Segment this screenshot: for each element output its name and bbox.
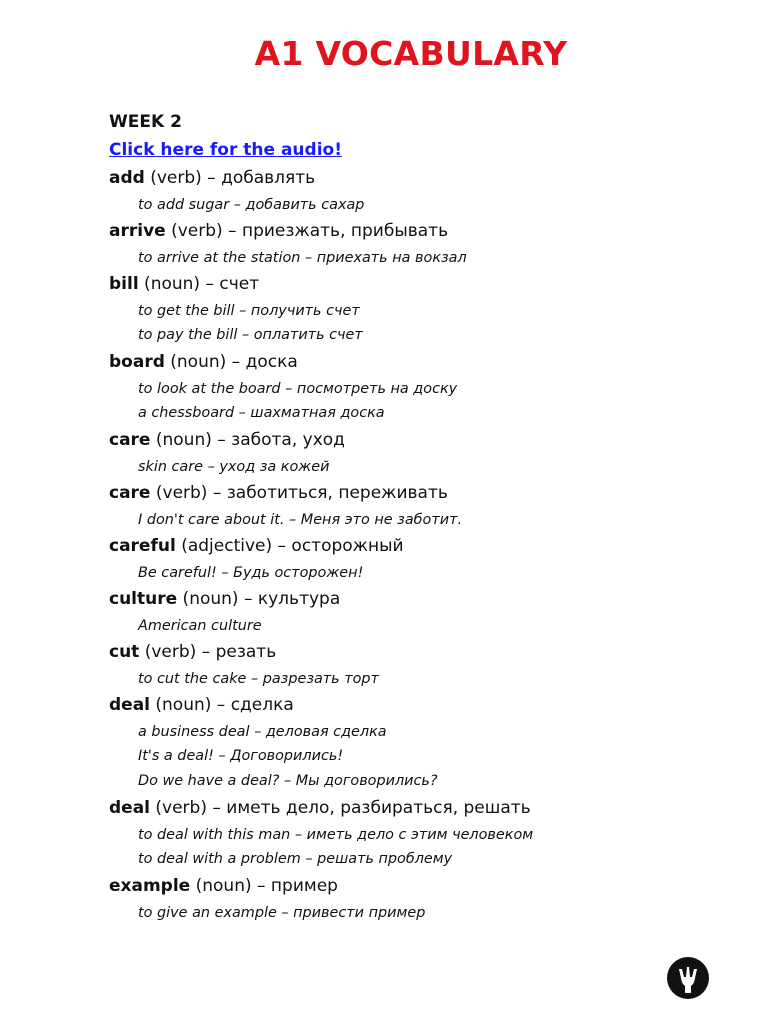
entry-examples [109,246,749,270]
entry-word: arrive [109,221,166,241]
entry-translation: (noun) – сделка [150,695,294,715]
example-phrase: It's a deal! – Договорились! [138,748,344,764]
page-title: A1 VOCABULARY [254,34,568,73]
entry-examples [109,377,749,426]
vocab-entry [109,872,749,925]
entry-word: add [109,168,145,188]
entry-word: culture [109,589,178,609]
vocab-entry [109,164,749,217]
entry-translation: (noun) – культура [177,589,341,609]
entry-headword [109,794,749,823]
vocab-entry [109,585,749,638]
entry-examples [109,614,749,638]
example-phrase: Do we have a deal? – Мы договорились? [138,773,438,789]
entry-examples [109,508,749,532]
vocab-entry [109,794,749,872]
example-phrase: to cut the cake – разрезать торт [138,671,379,687]
entry-word: bill [109,274,139,294]
entry-translation: (noun) – пример [190,876,338,896]
entry-examples [109,901,749,925]
entry-translation: (verb) – добавлять [144,168,316,188]
vocab-entry [109,217,749,270]
entry-word: careful [109,536,176,556]
entry-translation: (verb) – резать [139,642,277,662]
example-phrase: a business deal – деловая сделка [138,724,387,740]
entry-word: cut [109,642,140,662]
entry-headword [109,270,749,299]
vocab-entry [109,270,749,348]
entry-translation: (noun) – доска [164,352,298,372]
audio-link[interactable]: Click here for the audio! [109,140,342,160]
entry-translation: (verb) – заботиться, переживать [150,483,448,503]
entry-examples [109,823,749,872]
vocab-entry [109,348,749,426]
week-heading: WEEK 2 [109,112,182,132]
entry-translation: (noun) – счет [138,274,260,294]
example-phrase: I don't care about it. – Меня это не заботит. [138,512,463,528]
entry-translation: (noun) – забота, уход [150,430,345,450]
example-phrase: to get the bill – получить счет [138,303,360,319]
entry-translation: (verb) – иметь дело, разбираться, решать [150,798,531,818]
entry-headword [109,164,749,193]
example-phrase: Be careful! – Будь осторожен! [138,565,364,581]
entry-word: example [109,876,191,896]
entry-headword [109,217,749,246]
example-phrase: a chessboard – шахматная доска [138,405,385,421]
example-phrase: skin care – уход за кожей [138,459,330,475]
entry-headword [109,691,749,720]
example-phrase: to look at the board – посмотреть на доску [138,381,458,397]
entry-translation: (verb) – приезжать, прибывать [165,221,449,241]
vocabulary-list [109,164,749,925]
vocab-entry [109,426,749,479]
entry-word: deal [109,798,150,818]
entry-translation: (adjective) – осторожный [175,536,404,556]
entry-word: deal [109,695,150,715]
entry-headword [109,348,749,377]
entry-examples [109,455,749,479]
entry-examples [109,667,749,691]
vocab-entry [109,691,749,794]
example-phrase: to deal with a problem – решать проблему [138,851,453,867]
example-phrase: to give an example – привести пример [138,905,426,921]
entry-word: care [109,430,151,450]
entry-headword [109,585,749,614]
example-phrase: American culture [138,618,262,634]
entry-headword [109,532,749,561]
entry-headword [109,872,749,901]
example-phrase: to add sugar – добавить сахар [138,197,365,213]
entry-examples [109,720,749,794]
entry-headword [109,638,749,667]
entry-headword [109,479,749,508]
hand-logo-icon [666,956,710,1000]
example-phrase: to arrive at the station – приехать на вокзал [138,250,467,266]
vocab-entry [109,532,749,585]
example-phrase: to deal with this man – иметь дело с этим человеком [138,827,534,843]
entry-word: board [109,352,165,372]
entry-examples [109,561,749,585]
entry-headword [109,426,749,455]
entry-word: care [109,483,151,503]
vocab-entry [109,479,749,532]
entry-examples [109,193,749,217]
example-phrase: to pay the bill – оплатить счет [138,327,363,343]
vocabulary-content [109,108,749,925]
vocab-entry [109,638,749,691]
entry-examples [109,299,749,348]
